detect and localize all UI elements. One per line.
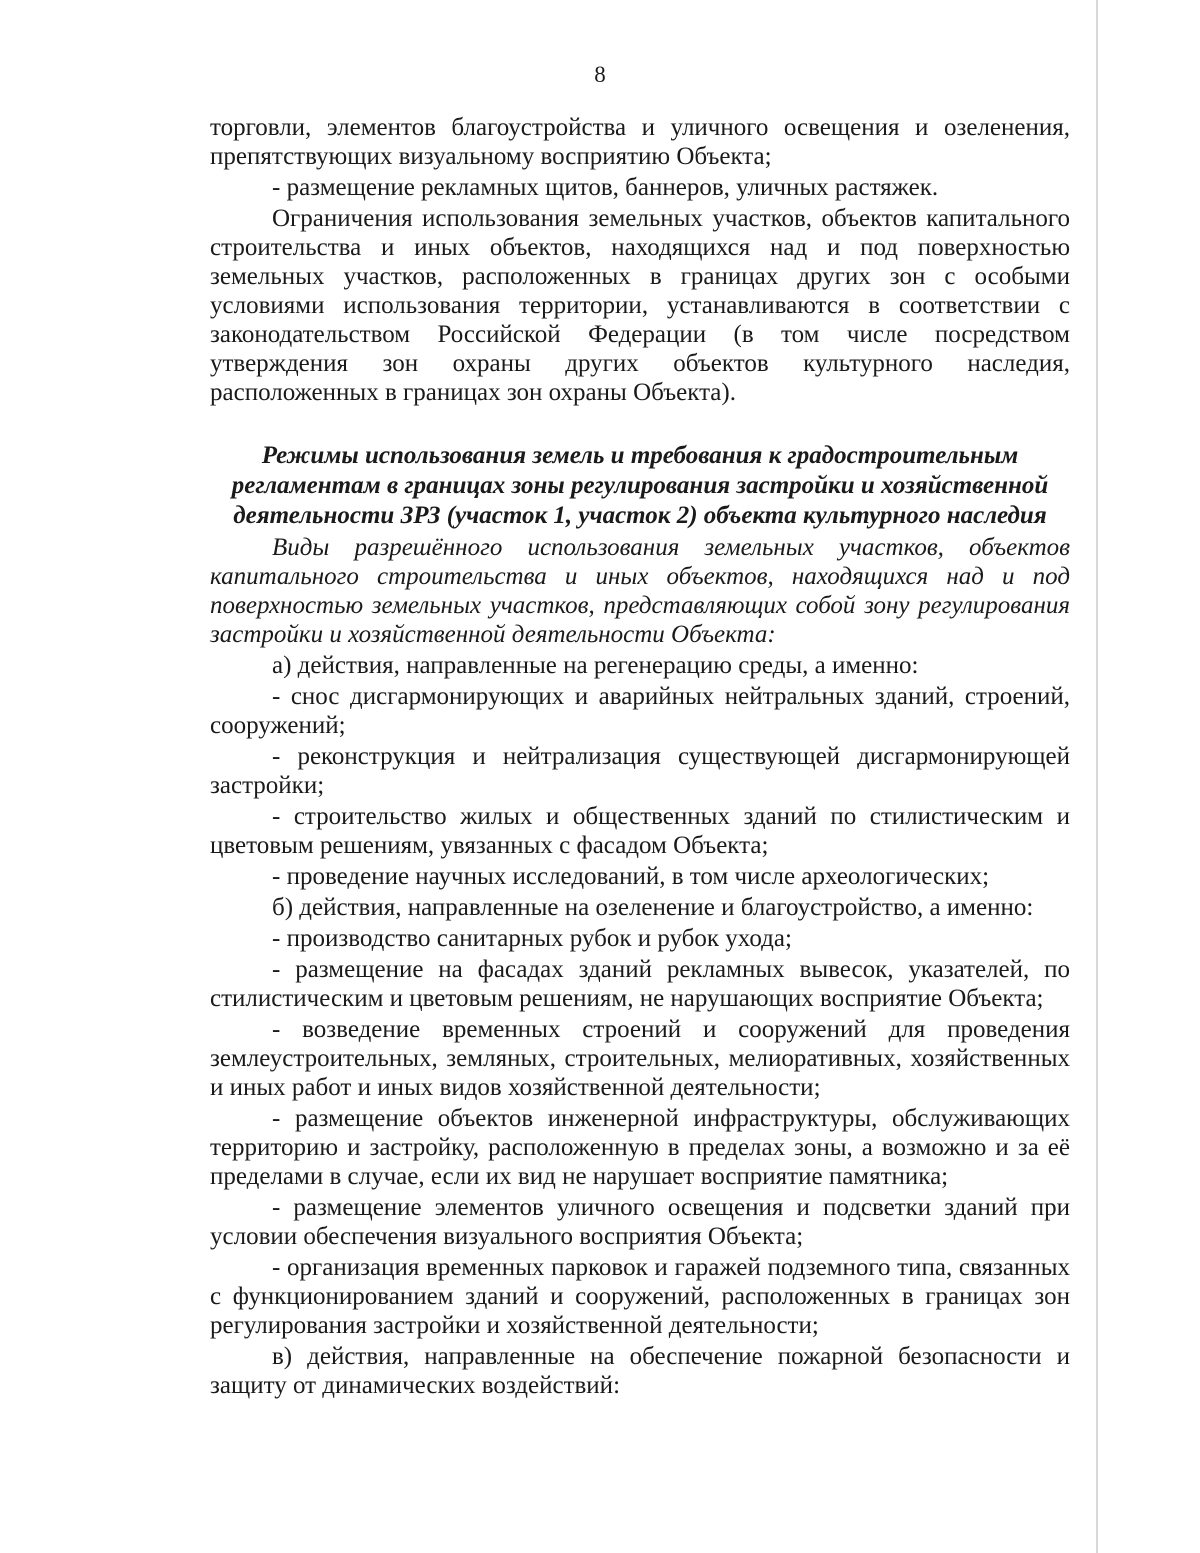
- paragraph: - организация временных парковок и гаражей подземного типа, связанных с функционированием зданий и сооружений, расположенных в границах зон регулирования застройки и хозяйственной деятельности;: [210, 1254, 1070, 1339]
- page-number: 8: [594, 62, 606, 87]
- paragraph: - размещение на фасадах зданий рекламных вывесок, указателей, по стилистическим и цветовым решениям, не нарушающих восприятие Объекта;: [210, 956, 1070, 1012]
- document-body: [210, 113, 1070, 1400]
- paragraph: - возведение временных строений и сооружений для проведения землеустроительных, земляных, строительных, мелиоративных, хозяйственных и иных работ и иных видов хозяйственной деятельности;: [210, 1016, 1070, 1101]
- paragraph: - размещение рекламных щитов, баннеров, уличных растяжек.: [272, 174, 939, 201]
- paragraph: Ограничения использования земельных участков, объектов капитального строительства и иных объектов, находящихся над и под поверхностью земельных участков, расположенных в границах других зон с особыми условиями использования территории, устанавливаются в соответствии с законодательством Российской Федерации (в том числе посредством утверждения зон охраны других объектов культурного наследия, расположенных в границах зон охраны Объекта).: [210, 205, 1070, 406]
- paragraph: - производство санитарных рубок и рубок ухода;: [272, 925, 792, 952]
- paragraph: - размещение объектов инженерной инфраструктуры, обслуживающих территорию и застройку, расположенную в пределах зоны, а возможно и за её пределами в случае, если их вид не нарушает восприятие памятника;: [210, 1105, 1070, 1190]
- paragraph: торговли, элементов благоустройства и уличного освещения и озеленения, препятствующих визуальному восприятию Объекта;: [210, 114, 1070, 170]
- paragraph: б) действия, направленные на озеленение и благоустройство, а именно:: [272, 894, 1034, 921]
- paragraph: - размещение элементов уличного освещения и подсветки зданий при условии обеспечения визуального восприятия Объекта;: [210, 1194, 1070, 1250]
- paragraph: - проведение научных исследований, в том числе археологических;: [272, 863, 990, 890]
- paragraph: а) действия, направленные на регенерацию среды, а именно:: [272, 652, 919, 679]
- section-heading: Режимы использования земель и требования к градостроительным регламентам в границах зоны регулирования застройки и хозяйственной деятельности ЗРЗ (участок 1, участок 2) объекта культурного наследия: [231, 442, 1049, 529]
- paragraph: в) действия, направленные на обеспечение пожарной безопасности и защиту от динамических воздействий:: [210, 1343, 1070, 1399]
- scan-edge-line: [1096, 0, 1098, 1553]
- paragraph: - снос дисгармонирующих и аварийных нейтральных зданий, строений, сооружений;: [210, 683, 1070, 739]
- paragraph-intro: Виды разрешённого использования земельных участков, объектов капитального строительства и иных объектов, находящихся над и под поверхностью земельных участков, представляющих собой зону регулирования застройки и хозяйственной деятельности Объекта:: [210, 534, 1070, 648]
- paragraph: - строительство жилых и общественных зданий по стилистическим и цветовым решениям, увязанных с фасадом Объекта;: [210, 803, 1070, 859]
- paragraph: - реконструкция и нейтрализация существующей дисгармонирующей застройки;: [210, 743, 1070, 799]
